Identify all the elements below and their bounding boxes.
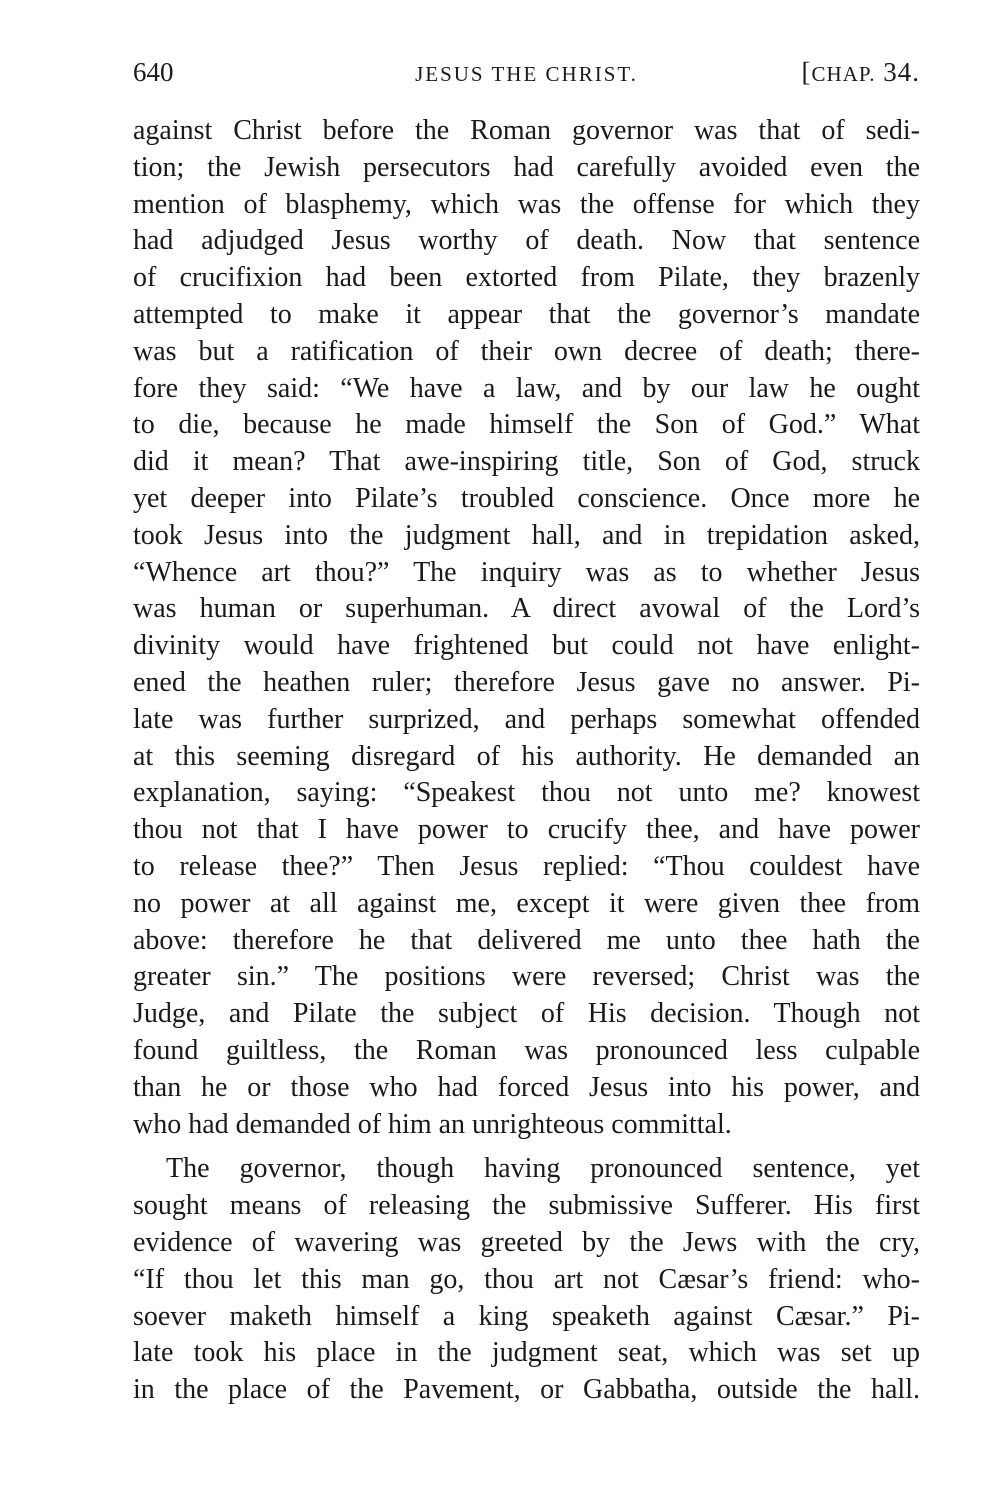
text-line: to release thee?” Then Jesus replied: “Thou couldest have bbox=[133, 850, 920, 882]
page-number: 640 bbox=[133, 57, 174, 87]
text-line: of crucifixion had been extorted from Pilate, they brazenly bbox=[133, 262, 920, 294]
running-title: JESUS THE CHRIST. bbox=[415, 62, 638, 86]
chapter-label: CHAP. bbox=[811, 62, 876, 86]
text-line: in the place of the Pavement, or Gabbatha, outside the hall. bbox=[133, 1374, 920, 1406]
text-line: late took his place in the judgment seat, which was set up bbox=[133, 1337, 920, 1369]
text-line: found guiltless, the Roman was pronounced less culpable bbox=[133, 1034, 920, 1066]
text-line: did it mean? That awe-inspiring title, Son of God, struck bbox=[133, 446, 920, 478]
chapter-reference bbox=[802, 52, 920, 94]
text-line: yet deeper into Pilate’s troubled conscience. Once more he bbox=[133, 482, 920, 514]
text-line: than he or those who had forced Jesus into his power, and bbox=[133, 1071, 920, 1103]
text-line: explanation, saying: “Speakest thou not unto me? knowest bbox=[133, 777, 920, 809]
text-line: “Whence art thou?” The inquiry was as to whether Jesus bbox=[133, 556, 920, 588]
text-line: mention of blasphemy, which was the offense for which they bbox=[133, 188, 920, 220]
text-line: above: therefore he that delivered me unto thee hath the bbox=[133, 924, 920, 956]
chapter-number: 34. bbox=[883, 57, 920, 87]
text-line: who had demanded of him an unrighteous committal. bbox=[133, 1108, 732, 1140]
text-line: had adjudged Jesus worthy of death. Now that sentence bbox=[133, 225, 920, 257]
text-line: thou not that I have power to crucify thee, and have power bbox=[133, 814, 920, 846]
text-line: greater sin.” The positions were reversed; Christ was the bbox=[133, 961, 920, 993]
text-line: no power at all against me, except it were given thee from bbox=[133, 887, 920, 919]
text-line: Judge, and Pilate the subject of His decision. Though not bbox=[133, 998, 920, 1030]
text-line: attempted to make it appear that the governor’s mandate bbox=[133, 298, 920, 330]
running-head bbox=[133, 52, 920, 92]
body-text bbox=[133, 113, 920, 1409]
text-line: fore they said: “We have a law, and by our law he ought bbox=[133, 372, 920, 404]
text-line: tion; the Jewish persecutors had carefully avoided even the bbox=[133, 151, 920, 183]
text-line: ened the heathen ruler; therefore Jesus gave no answer. Pi- bbox=[133, 666, 920, 698]
text-line: to die, because he made himself the Son of God.” What bbox=[133, 409, 920, 441]
text-line: was human or superhuman. A direct avowal of the Lord’s bbox=[133, 593, 920, 625]
text-line: took Jesus into the judgment hall, and in trepidation asked, bbox=[133, 519, 920, 551]
text-line: soever maketh himself a king speaketh against Cæsar.” Pi- bbox=[133, 1300, 920, 1332]
paragraph-2 bbox=[133, 1151, 920, 1409]
text-line: late was further surprized, and perhaps somewhat offended bbox=[133, 703, 920, 735]
chapter-bracket: [ bbox=[801, 57, 812, 87]
text-line: sought means of releasing the submissive Sufferer. His first bbox=[133, 1190, 920, 1222]
text-line: was but a ratification of their own decree of death; there- bbox=[133, 335, 920, 367]
text-line: “If thou let this man go, thou art not Cæsar’s friend: who- bbox=[133, 1263, 920, 1295]
text-line: divinity would have frightened but could not have enlight- bbox=[133, 630, 920, 662]
text-line: The governor, though having pronounced sentence, yet bbox=[166, 1153, 920, 1185]
paragraph-1 bbox=[133, 113, 920, 1143]
text-line: against Christ before the Roman governor was that of sedi- bbox=[133, 115, 920, 146]
paragraph-break bbox=[133, 1143, 920, 1151]
text-line: evidence of wavering was greeted by the Jews with the cry, bbox=[133, 1226, 920, 1258]
text-line: at this seeming disregard of his authority. He demanded an bbox=[133, 740, 920, 772]
